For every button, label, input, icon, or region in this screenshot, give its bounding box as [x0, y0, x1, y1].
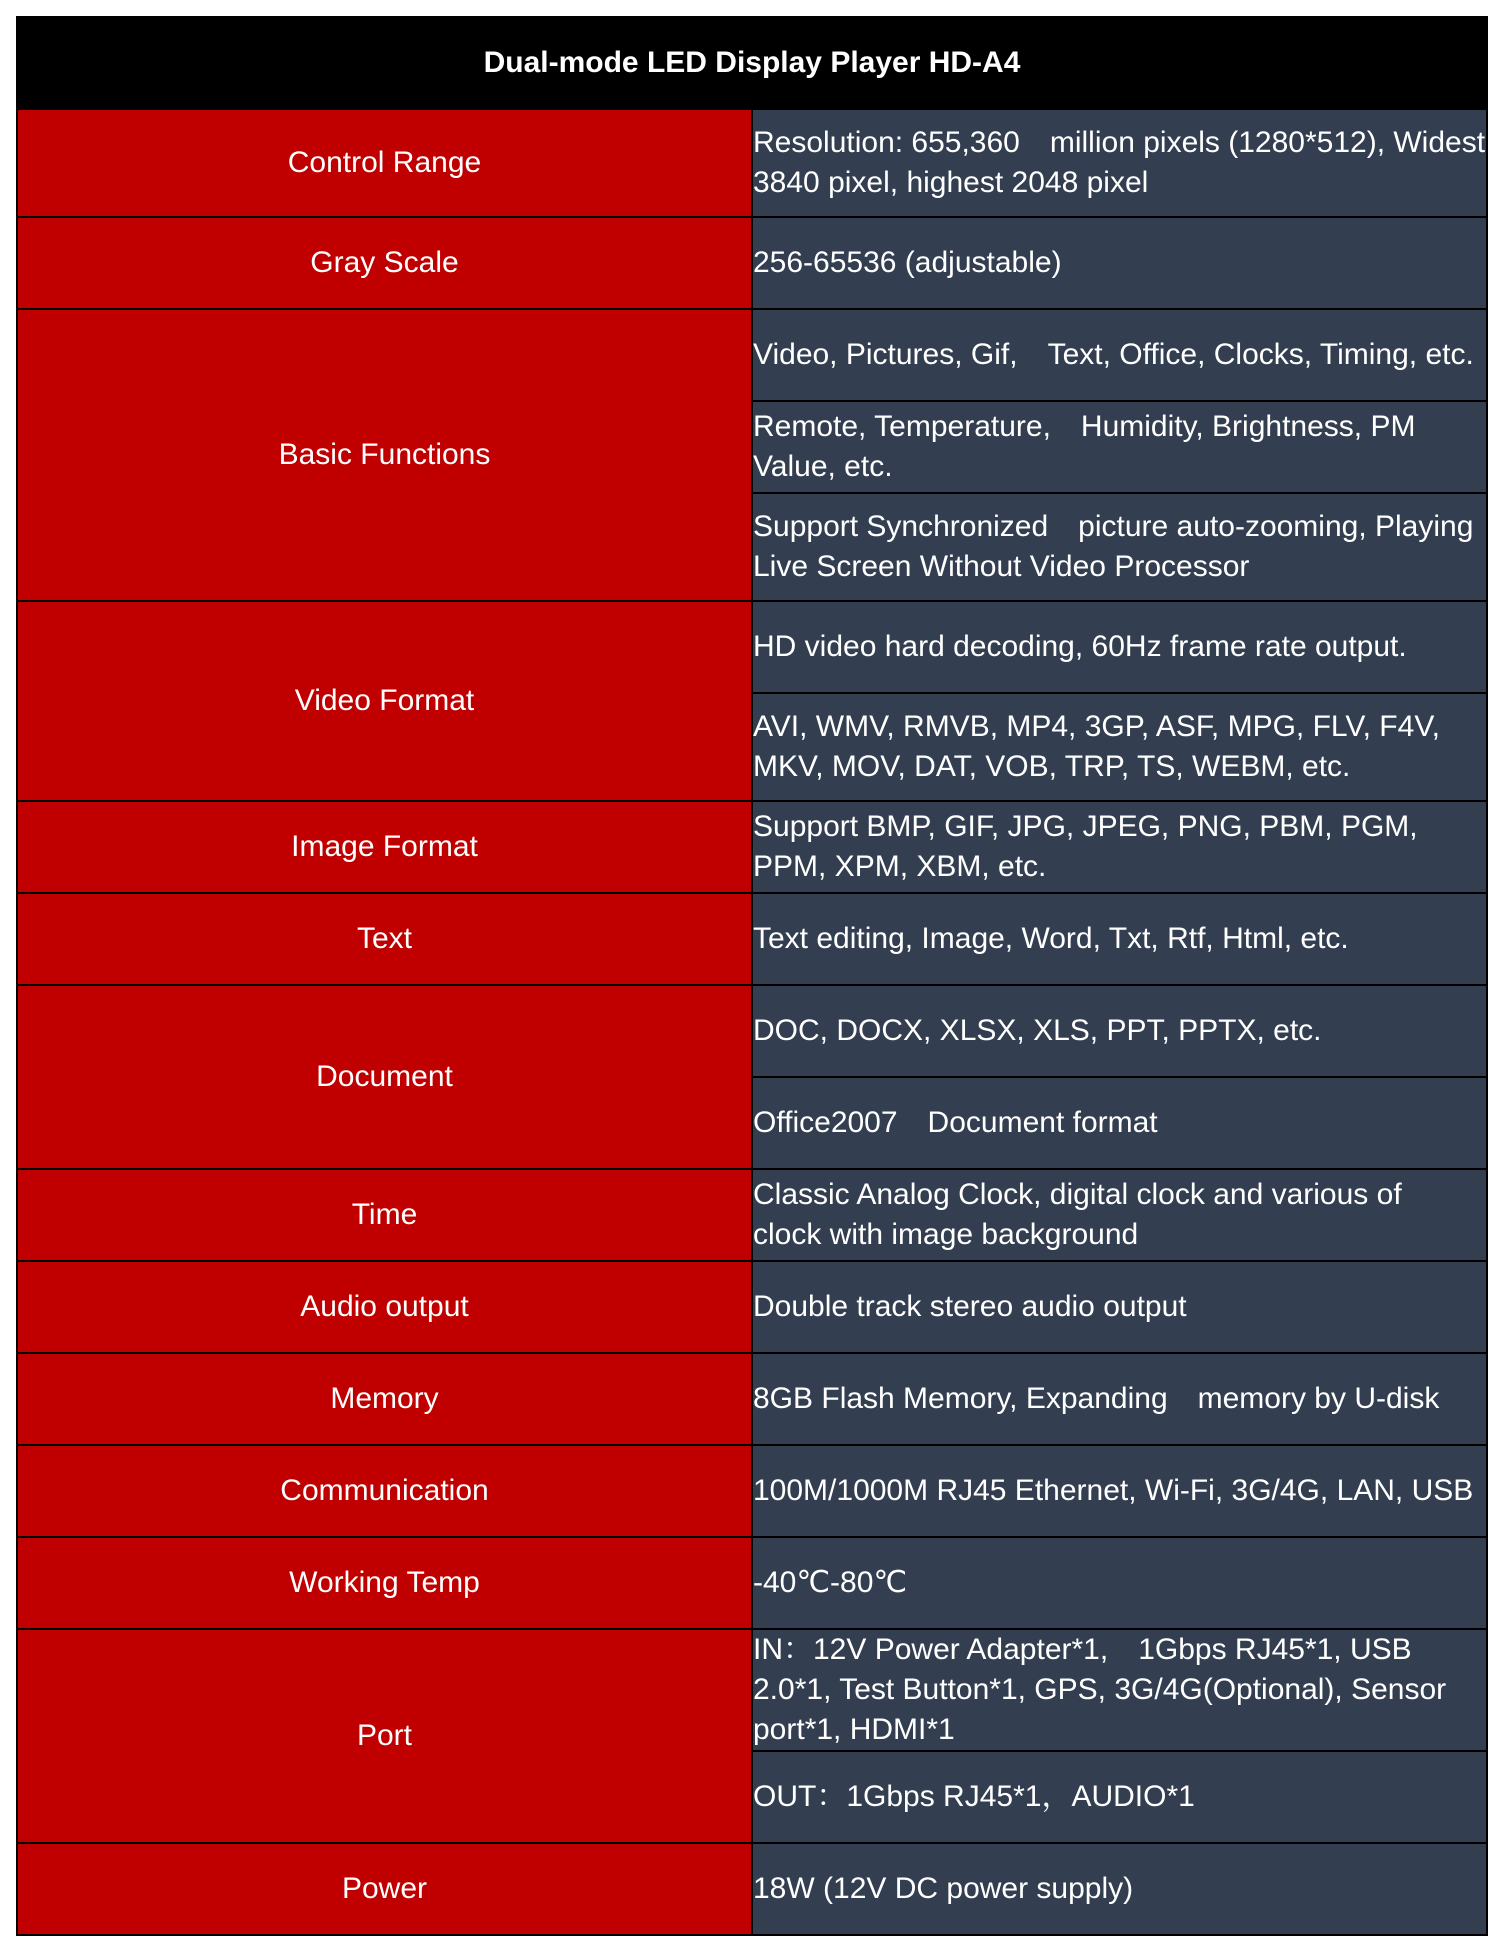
row-value-document-2: Office2007 Document format — [752, 1077, 1487, 1169]
table-title: Dual-mode LED Display Player HD-A4 — [17, 17, 1487, 109]
row-label-time: Time — [17, 1169, 752, 1261]
row-value-document-1: DOC, DOCX, XLSX, XLS, PPT, PPTX, etc. — [752, 985, 1487, 1077]
row-value-power: 18W (12V DC power supply) — [752, 1843, 1487, 1935]
row-label-communication: Communication — [17, 1445, 752, 1537]
table-row — [17, 1537, 1487, 1629]
table-row — [17, 1445, 1487, 1537]
row-value-memory: 8GB Flash Memory, Expanding memory by U-disk — [752, 1353, 1487, 1445]
table-row — [17, 1843, 1487, 1935]
table-row — [17, 1169, 1487, 1261]
row-value-audio-output: Double track stereo audio output — [752, 1261, 1487, 1353]
row-value-image-format: Support BMP, GIF, JPG, JPEG, PNG, PBM, PGM, PPM, XPM, XBM, etc. — [752, 801, 1487, 893]
row-value-port-in: IN：12V Power Adapter*1, 1Gbps RJ45*1, USB 2.0*1, Test Button*1, GPS, 3G/4G(Optional), Sensor port*1, HDMI*1 — [752, 1629, 1487, 1751]
table-row — [17, 985, 1487, 1077]
title-row — [17, 17, 1487, 109]
row-label-port: Port — [17, 1629, 752, 1843]
row-label-working-temp: Working Temp — [17, 1537, 752, 1629]
row-value-video-format-2: AVI, WMV, RMVB, MP4, 3GP, ASF, MPG, FLV, F4V, MKV, MOV, DAT, VOB, TRP, TS, WEBM, etc. — [752, 693, 1487, 801]
row-value-working-temp: -40℃-80℃ — [752, 1537, 1487, 1629]
table-row — [17, 893, 1487, 985]
row-label-power: Power — [17, 1843, 752, 1935]
table-row — [17, 1353, 1487, 1445]
row-value-communication: 100M/1000M RJ45 Ethernet, Wi-Fi, 3G/4G, LAN, USB — [752, 1445, 1487, 1537]
row-value-text: Text editing, Image, Word, Txt, Rtf, Html, etc. — [752, 893, 1487, 985]
row-value-basic-functions-1: Video, Pictures, Gif, Text, Office, Clocks, Timing, etc. — [752, 309, 1487, 401]
table-row — [17, 601, 1487, 693]
row-label-document: Document — [17, 985, 752, 1169]
row-value-basic-functions-3: Support Synchronized picture auto-zooming, Playing Live Screen Without Video Processor — [752, 493, 1487, 601]
row-value-gray-scale: 256-65536 (adjustable) — [752, 217, 1487, 309]
row-label-text: Text — [17, 893, 752, 985]
table-row — [17, 217, 1487, 309]
row-value-control-range: Resolution: 655,360 million pixels (1280*512), Widest 3840 pixel, highest 2048 pixel — [752, 109, 1487, 217]
row-value-port-out: OUT：1Gbps RJ45*1，AUDIO*1 — [752, 1751, 1487, 1843]
spec-table — [16, 16, 1488, 1936]
table-row — [17, 1629, 1487, 1751]
row-label-control-range: Control Range — [17, 109, 752, 217]
row-value-basic-functions-2: Remote, Temperature, Humidity, Brightness, PM Value, etc. — [752, 401, 1487, 493]
row-label-basic-functions: Basic Functions — [17, 309, 752, 601]
row-value-video-format-1: HD video hard decoding, 60Hz frame rate output. — [752, 601, 1487, 693]
row-value-time: Classic Analog Clock, digital clock and various of clock with image background — [752, 1169, 1487, 1261]
table-row — [17, 801, 1487, 893]
row-label-gray-scale: Gray Scale — [17, 217, 752, 309]
row-label-audio-output: Audio output — [17, 1261, 752, 1353]
row-label-image-format: Image Format — [17, 801, 752, 893]
table-row — [17, 109, 1487, 217]
table-row — [17, 1261, 1487, 1353]
row-label-memory: Memory — [17, 1353, 752, 1445]
table-row — [17, 309, 1487, 401]
row-label-video-format: Video Format — [17, 601, 752, 801]
